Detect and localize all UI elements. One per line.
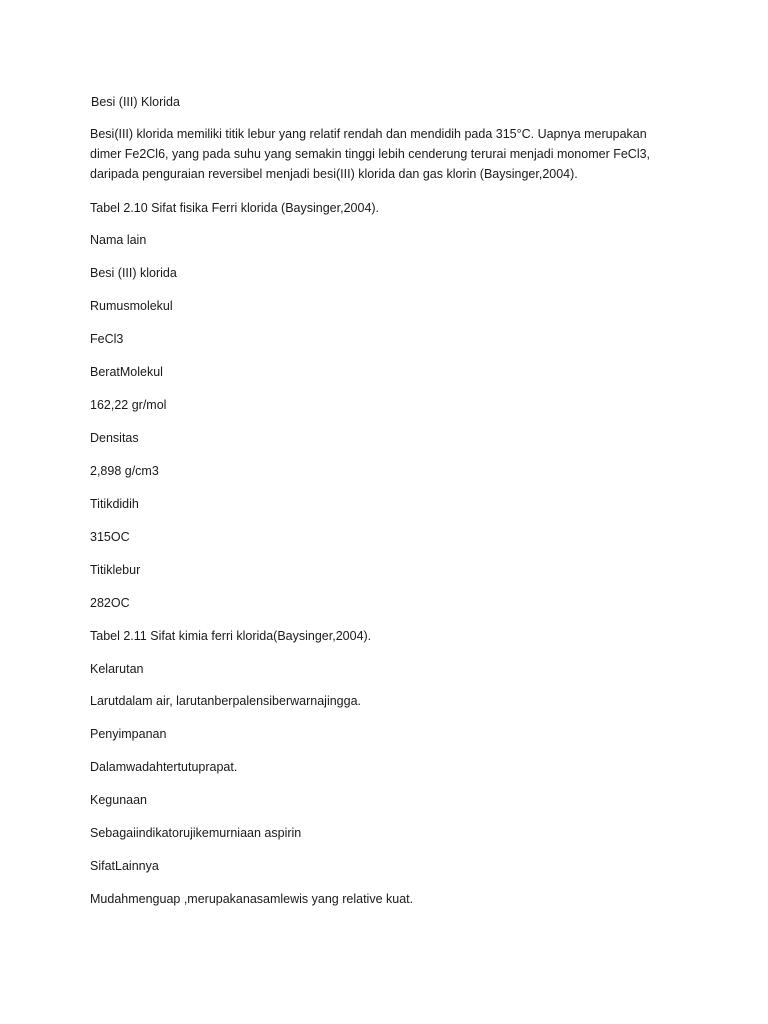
table-2-11-row: Dalamwadahtertutuprapat. (90, 760, 238, 774)
table-2-10-row: Nama lain (90, 233, 147, 247)
table-2-10-row: Titiklebur (90, 563, 141, 577)
table-2-10-row: Rumusmolekul (90, 299, 173, 313)
table-2-11-row: SifatLainnya (90, 859, 159, 873)
table-2-10-row: 162,22 gr/mol (90, 398, 167, 412)
table-2-10-row: 315OC (90, 530, 130, 544)
table-2-10-row: BeratMolekul (90, 365, 163, 379)
table-2-11-row: Sebagaiindikatorujikemurniaan aspirin (90, 826, 302, 840)
table-2-11-row: Mudahmenguap ,merupakanasamlewis yang relative kuat. (90, 892, 414, 906)
table-2-11-row: Larutdalam air, larutanberpalensiberwarnajingga. (90, 694, 362, 708)
table-2-11-row: Kegunaan (90, 793, 148, 807)
table-2-10-row: FeCl3 (90, 332, 124, 346)
intro-line-3: daripada penguraian reversibel menjadi besi(III) klorida dan gas klorin (Baysinger,2004). (90, 167, 578, 181)
intro-paragraph (90, 124, 690, 184)
table-2-11-row: Kelarutan (90, 662, 144, 676)
table-2-10-row: 282OC (90, 596, 130, 610)
intro-line-1: Besi(III) klorida memiliki titik lebur yang relatif rendah dan mendidih pada 315°C. Uapnya merupakan (90, 127, 647, 141)
intro-line-2: dimer Fe2Cl6, yang pada suhu yang semakin tinggi lebih cenderung terurai menjadi monomer FeCl3, (90, 147, 651, 161)
table-2-10-caption: Tabel 2.10 Sifat fisika Ferri klorida (Baysinger,2004). (90, 201, 380, 215)
table-2-11-caption: Tabel 2.11 Sifat kimia ferri klorida(Baysinger,2004). (90, 629, 372, 643)
table-2-10-row: Titikdidih (90, 497, 139, 511)
table-2-10-row: Besi (III) klorida (90, 266, 177, 280)
table-2-11-row: Penyimpanan (90, 727, 167, 741)
table-2-10-row: 2,898 g/cm3 (90, 464, 159, 478)
document-heading: Besi (III) Klorida (91, 95, 180, 109)
table-2-10-row: Densitas (90, 431, 139, 445)
